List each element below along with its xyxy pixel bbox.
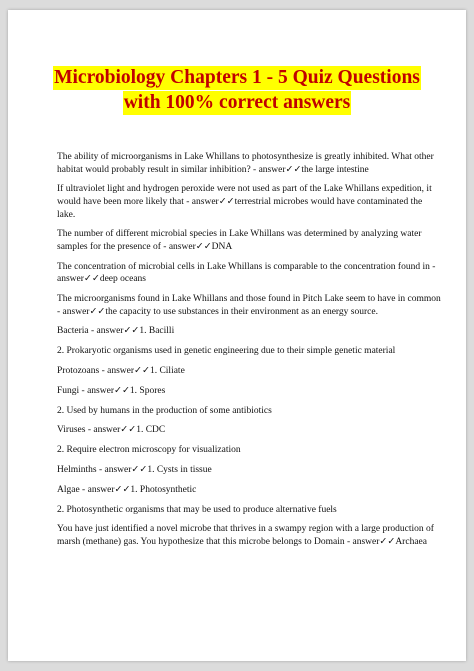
- paragraph: Algae - answer✓✓1. Photosynthetic: [57, 484, 197, 495]
- paragraph: If ultraviolet light and hydrogen peroxide were not used as part of the Lake Whillans expedition, it would have been more likely that - answer✓✓terrestrial microbes would have contaminated the lake.: [57, 184, 432, 220]
- paragraph: 2. Prokaryotic organisms used in genetic engineering due to their simple genetic material: [57, 346, 396, 357]
- paragraph: The concentration of microbial cells in Lake Whillans is comparable to the concentration found in - answer✓✓deep oceans: [57, 261, 436, 285]
- title-line-1: Microbiology Chapters 1 - 5 Quiz Questions: [54, 67, 420, 88]
- document-page: [8, 10, 466, 661]
- paragraph: The number of different microbial species in Lake Whillans was determined by analyzing water samples for the presence of - answer✓✓DNA: [57, 229, 422, 252]
- paragraph: Bacteria - answer✓✓1. Bacilli: [57, 326, 175, 337]
- paragraph: You have just identified a novel microbe that thrives in a swampy region with a large production of marsh (methane) gas. You hypothesize that this microbe belongs to Domain - answer✓✓Archaea: [57, 524, 434, 547]
- document-title: [8, 66, 466, 116]
- paragraph: Viruses - answer✓✓1. CDC: [57, 425, 166, 436]
- paragraph: Fungi - answer✓✓1. Spores: [57, 385, 166, 396]
- document-body: [57, 151, 442, 556]
- paragraph: The microorganisms found in Lake Whillans and those found in Pitch Lake seem to have in common - answer✓✓the capacity to use substances in their environment as an energy source.: [57, 294, 441, 317]
- paragraph: 2. Photosynthetic organisms that may be used to produce alternative fuels: [57, 504, 337, 515]
- paragraph: Protozoans - answer✓✓1. Ciliate: [57, 366, 185, 377]
- title-line-2: with 100% correct answers: [123, 92, 351, 113]
- paragraph: 2. Require electron microscopy for visualization: [57, 445, 241, 456]
- paragraph: Helminths - answer✓✓1. Cysts in tissue: [57, 464, 212, 475]
- paragraph: 2. Used by humans in the production of some antibiotics: [57, 405, 272, 416]
- paragraph: The ability of microorganisms in Lake Whillans to photosynthesize is greatly inhibited. What other habitat would probably result in similar inhibition? - answer✓✓the large intestine: [57, 152, 434, 175]
